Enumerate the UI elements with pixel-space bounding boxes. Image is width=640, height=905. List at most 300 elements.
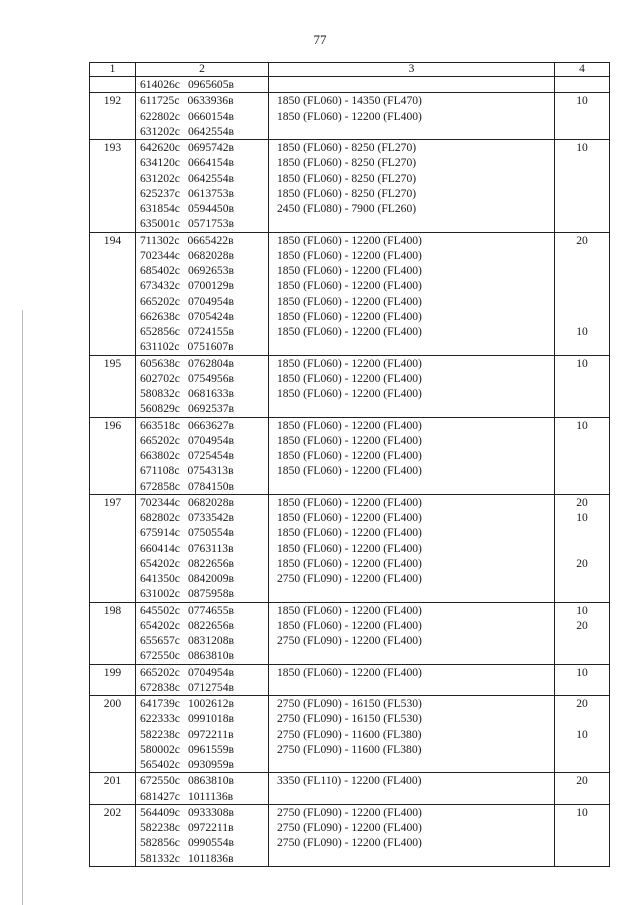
coordinate-line bbox=[136, 171, 268, 186]
coordinate-line bbox=[136, 216, 268, 231]
altitude-range: 1850 (FL060) - 12200 (FL400) bbox=[277, 541, 422, 555]
coordinates-cell bbox=[136, 355, 269, 417]
value bbox=[555, 680, 609, 695]
value: 10 bbox=[576, 141, 588, 154]
altitude-cell bbox=[269, 355, 555, 417]
latitude: 654202c bbox=[140, 556, 180, 570]
value: 10 bbox=[576, 325, 588, 338]
altitude-range: 1850 (FL060) - 12200 (FL400) bbox=[277, 433, 422, 447]
altitude-range: 1850 (FL060) - 12200 (FL400) bbox=[277, 464, 422, 478]
table-row bbox=[90, 494, 610, 602]
altitude-range: 1850 (FL060) - 8250 (FL270) bbox=[277, 171, 417, 185]
coordinate-line bbox=[136, 356, 268, 371]
latitude: 672550c bbox=[140, 649, 180, 663]
latitude: 635001c bbox=[140, 217, 180, 231]
coordinate-line bbox=[136, 324, 268, 339]
latitude: 702344c bbox=[140, 495, 180, 509]
coordinates-cell bbox=[136, 417, 269, 494]
altitude-range: 2750 (FL090) - 12200 (FL400) bbox=[277, 572, 422, 585]
longitude: 0754313в bbox=[187, 464, 234, 478]
coordinate-line bbox=[136, 586, 268, 601]
coordinates-cell bbox=[136, 696, 269, 773]
row-number: 194 bbox=[90, 232, 136, 355]
longitude: 0831208в bbox=[187, 634, 234, 647]
longitude: 0665422в bbox=[187, 233, 234, 247]
coordinates-cell bbox=[136, 602, 269, 664]
coordinate-line bbox=[136, 278, 268, 293]
coordinates-cell bbox=[136, 773, 269, 805]
latitude: 581332c bbox=[140, 851, 180, 865]
altitude-range: 2450 (FL080) - 7900 (FL260) bbox=[277, 202, 417, 215]
longitude: 0930959в bbox=[187, 758, 234, 771]
coordinate-line bbox=[136, 124, 268, 139]
coordinates-cell bbox=[136, 232, 269, 355]
value: 20 bbox=[576, 233, 588, 247]
altitude-range: 2750 (FL090) - 11600 (FL380) bbox=[277, 727, 422, 741]
coordinate-line bbox=[136, 140, 268, 155]
latitude: 631102c bbox=[140, 340, 180, 354]
altitude-cell bbox=[269, 804, 555, 866]
altitude-range bbox=[269, 851, 554, 866]
longitude: 0972211в bbox=[187, 821, 234, 834]
altitude-range: 1850 (FL060) - 12200 (FL400) bbox=[277, 418, 422, 432]
longitude: 0594450в bbox=[187, 202, 234, 215]
longitude: 0733542в bbox=[187, 511, 234, 524]
altitude-range: 1850 (FL060) - 12200 (FL400) bbox=[277, 511, 422, 524]
coordinate-line bbox=[136, 773, 268, 788]
value bbox=[555, 541, 609, 556]
latitude: 625237c bbox=[140, 186, 180, 200]
coordinates-cell bbox=[136, 93, 269, 140]
latitude: 605638c bbox=[140, 356, 180, 370]
altitude-range: 1850 (FL060) - 12200 (FL400) bbox=[277, 618, 422, 632]
longitude: 0633936в bbox=[187, 94, 234, 108]
value bbox=[555, 309, 609, 324]
latitude: 565402c bbox=[140, 758, 180, 771]
altitude-range: 2750 (FL090) - 16150 (FL530) bbox=[277, 712, 422, 726]
longitude: 0822656в bbox=[187, 618, 234, 632]
value: 20 bbox=[576, 556, 588, 570]
longitude: 0774655в bbox=[187, 603, 234, 617]
latitude: 663802c bbox=[140, 449, 180, 462]
altitude-cell bbox=[269, 602, 555, 664]
longitude: 0700129в bbox=[187, 279, 234, 293]
value-cell bbox=[555, 232, 610, 355]
value bbox=[555, 648, 609, 663]
longitude: 0822656в bbox=[187, 556, 234, 570]
latitude: 580832c bbox=[140, 387, 180, 400]
longitude: 1002612в bbox=[187, 697, 234, 710]
altitude-cell bbox=[269, 494, 555, 602]
latitude: 631202c bbox=[140, 124, 180, 138]
longitude: 1011136в bbox=[187, 789, 234, 803]
row-number: 197 bbox=[90, 494, 136, 602]
latitude: 665202c bbox=[140, 294, 180, 308]
latitude: 660414c bbox=[140, 541, 180, 555]
value-cell bbox=[555, 140, 610, 233]
altitude-cell bbox=[269, 664, 555, 696]
value: 10 bbox=[576, 727, 588, 741]
altitude-range: 1850 (FL060) - 8250 (FL270) bbox=[277, 186, 417, 200]
altitude-range bbox=[269, 77, 554, 92]
coordinate-line bbox=[136, 294, 268, 309]
latitude: 654202c bbox=[140, 618, 180, 632]
value bbox=[555, 201, 609, 216]
altitude-range: 1850 (FL060) - 12200 (FL400) bbox=[277, 526, 422, 540]
row-number: 201 bbox=[90, 773, 136, 805]
latitude: 652856c bbox=[140, 325, 180, 338]
latitude: 622802c bbox=[140, 109, 180, 123]
coordinate-line bbox=[136, 463, 268, 478]
coordinate-line bbox=[136, 248, 268, 263]
header-col-2: 2 bbox=[136, 63, 269, 77]
row-number: 202 bbox=[90, 804, 136, 866]
latitude: 642620c bbox=[140, 141, 180, 154]
altitude-cell bbox=[269, 77, 555, 93]
altitude-range: 1850 (FL060) - 12200 (FL400) bbox=[277, 264, 422, 277]
altitude-range: 1850 (FL060) - 12200 (FL400) bbox=[277, 665, 422, 679]
coordinate-line bbox=[136, 495, 268, 510]
coordinate-line bbox=[136, 386, 268, 401]
row-number: 195 bbox=[90, 355, 136, 417]
altitude-range: 1850 (FL060) - 12200 (FL400) bbox=[277, 309, 422, 323]
latitude: 675914c bbox=[140, 526, 180, 540]
altitude-cell bbox=[269, 93, 555, 140]
coordinate-line bbox=[136, 556, 268, 571]
coordinate-line bbox=[136, 479, 268, 494]
coordinates-cell bbox=[136, 77, 269, 93]
longitude: 0990554в bbox=[187, 836, 234, 850]
altitude-range: 1850 (FL060) - 8250 (FL270) bbox=[277, 141, 417, 154]
latitude: 641739c bbox=[140, 697, 180, 710]
coordinate-line bbox=[136, 186, 268, 201]
coordinate-line bbox=[136, 510, 268, 525]
coordinate-line bbox=[136, 77, 268, 92]
latitude: 645502c bbox=[140, 603, 180, 617]
coordinate-line bbox=[136, 805, 268, 820]
value: 20 bbox=[576, 697, 588, 710]
table-row bbox=[90, 664, 610, 696]
value: 10 bbox=[576, 94, 588, 108]
latitude: 602702c bbox=[140, 371, 180, 385]
altitude-range: 1850 (FL060) - 12200 (FL400) bbox=[277, 356, 422, 370]
value bbox=[555, 586, 609, 601]
value bbox=[555, 386, 609, 401]
longitude: 0663627в bbox=[187, 418, 234, 432]
coordinate-line bbox=[136, 155, 268, 170]
scan-margin-line bbox=[22, 310, 23, 905]
table-row bbox=[90, 602, 610, 664]
airspace-table bbox=[89, 62, 610, 867]
longitude: 0613753в bbox=[187, 186, 234, 200]
altitude-range: 1850 (FL060) - 12200 (FL400) bbox=[277, 449, 422, 462]
latitude: 614026c bbox=[140, 78, 180, 91]
coordinate-line bbox=[136, 233, 268, 248]
table-row bbox=[90, 696, 610, 773]
coordinate-line bbox=[136, 757, 268, 772]
altitude-cell bbox=[269, 232, 555, 355]
longitude: 0571753в bbox=[187, 217, 234, 231]
coordinate-line bbox=[136, 571, 268, 586]
value bbox=[555, 248, 609, 263]
value: 20 bbox=[576, 495, 588, 509]
altitude-range bbox=[269, 648, 554, 663]
altitude-range: 1850 (FL060) - 12200 (FL400) bbox=[277, 387, 422, 400]
altitude-range: 2750 (FL090) - 11600 (FL380) bbox=[277, 742, 422, 756]
header-row bbox=[90, 63, 610, 77]
value bbox=[555, 479, 609, 494]
coordinate-line bbox=[136, 418, 268, 433]
row-number bbox=[90, 77, 136, 93]
altitude-range bbox=[269, 124, 554, 139]
longitude: 0724155в bbox=[187, 325, 234, 338]
altitude-range: 1850 (FL060) - 12200 (FL400) bbox=[277, 248, 422, 262]
table-row bbox=[90, 232, 610, 355]
latitude: 662638c bbox=[140, 309, 180, 323]
longitude: 0692653в bbox=[187, 264, 234, 277]
longitude: 0725454в bbox=[187, 449, 234, 462]
value-cell bbox=[555, 773, 610, 805]
coordinate-line bbox=[136, 835, 268, 850]
altitude-range bbox=[269, 479, 554, 494]
coordinates-cell bbox=[136, 664, 269, 696]
longitude: 0704954в bbox=[187, 433, 234, 447]
altitude-range: 2750 (FL090) - 12200 (FL400) bbox=[277, 821, 422, 834]
latitude: 582856c bbox=[140, 836, 180, 850]
value-cell bbox=[555, 804, 610, 866]
longitude: 0863810в bbox=[187, 774, 234, 788]
coordinate-line bbox=[136, 371, 268, 386]
table-row bbox=[90, 140, 610, 233]
longitude: 0660154в bbox=[187, 109, 234, 123]
altitude-range: 3350 (FL110) - 12200 (FL400) bbox=[277, 774, 422, 788]
latitude: 634120c bbox=[140, 156, 180, 170]
latitude: 564409c bbox=[140, 805, 180, 819]
altitude-range: 2750 (FL090) - 12200 (FL400) bbox=[277, 634, 422, 647]
header-col-3: 3 bbox=[269, 63, 555, 77]
value bbox=[555, 371, 609, 386]
latitude: 702344c bbox=[140, 248, 180, 262]
longitude: 0704954в bbox=[187, 294, 234, 308]
header-col-1: 1 bbox=[90, 63, 136, 77]
row-number: 198 bbox=[90, 602, 136, 664]
coordinate-line bbox=[136, 109, 268, 124]
longitude: 0933308в bbox=[187, 805, 234, 819]
longitude: 0875958в bbox=[187, 587, 234, 601]
coordinate-line bbox=[136, 618, 268, 633]
coordinate-line bbox=[136, 665, 268, 680]
table-row bbox=[90, 355, 610, 417]
longitude: 0642554в bbox=[187, 171, 234, 185]
coordinates-cell bbox=[136, 494, 269, 602]
coordinate-line bbox=[136, 648, 268, 663]
value: 10 bbox=[576, 418, 588, 432]
value bbox=[555, 742, 609, 757]
longitude: 0642554в bbox=[187, 124, 234, 138]
altitude-cell bbox=[269, 417, 555, 494]
altitude-range: 1850 (FL060) - 12200 (FL400) bbox=[277, 294, 422, 308]
table-row bbox=[90, 93, 610, 140]
value-cell bbox=[555, 696, 610, 773]
altitude-range bbox=[269, 216, 554, 231]
row-number: 193 bbox=[90, 140, 136, 233]
altitude-cell bbox=[269, 140, 555, 233]
row-number: 199 bbox=[90, 664, 136, 696]
altitude-range: 1850 (FL060) - 12200 (FL400) bbox=[277, 279, 422, 293]
longitude: 0682028в bbox=[187, 248, 234, 262]
row-number: 196 bbox=[90, 417, 136, 494]
latitude: 682802c bbox=[140, 511, 180, 524]
value bbox=[555, 463, 609, 478]
altitude-range bbox=[269, 680, 554, 695]
value: 10 bbox=[576, 356, 588, 370]
latitude: 663518c bbox=[140, 418, 180, 432]
value-cell bbox=[555, 602, 610, 664]
coordinate-line bbox=[136, 93, 268, 108]
value bbox=[555, 820, 609, 835]
value bbox=[555, 401, 609, 416]
coordinates-cell bbox=[136, 804, 269, 866]
coordinate-line bbox=[136, 263, 268, 278]
value bbox=[555, 155, 609, 170]
coordinate-line bbox=[136, 201, 268, 216]
altitude-range: 1850 (FL060) - 12200 (FL400) bbox=[277, 233, 422, 247]
coordinate-line bbox=[136, 696, 268, 711]
value bbox=[555, 216, 609, 231]
value bbox=[555, 525, 609, 540]
value: 10 bbox=[576, 665, 588, 679]
altitude-range: 2750 (FL090) - 12200 (FL400) bbox=[277, 805, 422, 819]
coordinate-line bbox=[136, 633, 268, 648]
value bbox=[555, 124, 609, 139]
longitude: 0842009в bbox=[187, 572, 234, 585]
coordinate-line bbox=[136, 339, 268, 354]
latitude: 665202c bbox=[140, 665, 180, 679]
coordinate-line bbox=[136, 851, 268, 866]
latitude: 582238c bbox=[140, 727, 180, 741]
coordinate-line bbox=[136, 742, 268, 757]
altitude-range: 1850 (FL060) - 8250 (FL270) bbox=[277, 156, 417, 170]
longitude: 0754956в bbox=[187, 371, 234, 385]
longitude: 0863810в bbox=[187, 649, 234, 663]
coordinate-line bbox=[136, 820, 268, 835]
longitude: 0695742в bbox=[187, 141, 234, 154]
value bbox=[555, 263, 609, 278]
value bbox=[555, 448, 609, 463]
value bbox=[555, 109, 609, 124]
value-cell bbox=[555, 417, 610, 494]
longitude: 0681633в bbox=[187, 387, 234, 400]
longitude: 0972211в bbox=[187, 727, 234, 741]
value bbox=[555, 171, 609, 186]
value bbox=[555, 633, 609, 648]
value bbox=[555, 339, 609, 354]
altitude-range: 1850 (FL060) - 12200 (FL400) bbox=[277, 325, 422, 338]
value: 10 bbox=[576, 511, 588, 524]
longitude: 0784150в bbox=[187, 479, 234, 493]
page-number: 77 bbox=[313, 32, 327, 47]
latitude: 681427c bbox=[140, 789, 180, 803]
table-row bbox=[90, 77, 610, 93]
altitude-range bbox=[269, 757, 554, 772]
latitude: 673432c bbox=[140, 279, 180, 293]
value bbox=[555, 711, 609, 726]
altitude-range bbox=[269, 789, 554, 804]
table-row bbox=[90, 773, 610, 805]
altitude-range: 1850 (FL060) - 12200 (FL400) bbox=[277, 109, 422, 123]
latitude: 671108c bbox=[140, 464, 180, 478]
latitude: 672550c bbox=[140, 774, 180, 788]
value-cell bbox=[555, 77, 610, 93]
altitude-range: 1850 (FL060) - 12200 (FL400) bbox=[277, 495, 422, 509]
value bbox=[555, 433, 609, 448]
table-body bbox=[90, 77, 610, 867]
latitude: 655657c bbox=[140, 634, 180, 647]
coordinate-line bbox=[136, 680, 268, 695]
altitude-range: 2750 (FL090) - 12200 (FL400) bbox=[277, 836, 422, 850]
coordinate-line bbox=[136, 433, 268, 448]
latitude: 672838c bbox=[140, 680, 180, 694]
latitude: 665202c bbox=[140, 433, 180, 447]
coordinate-line bbox=[136, 727, 268, 742]
value bbox=[555, 571, 609, 586]
value-cell bbox=[555, 664, 610, 696]
latitude: 641350c bbox=[140, 572, 180, 585]
latitude: 711302c bbox=[140, 233, 180, 247]
table-row bbox=[90, 417, 610, 494]
latitude: 631202c bbox=[140, 171, 180, 185]
longitude: 0692537в bbox=[187, 402, 234, 416]
longitude: 0712754в bbox=[187, 680, 234, 694]
coordinate-line bbox=[136, 401, 268, 416]
table-row bbox=[90, 804, 610, 866]
value bbox=[555, 294, 609, 309]
latitude: 685402c bbox=[140, 264, 180, 277]
latitude: 622333c bbox=[140, 712, 180, 726]
altitude-range: 1850 (FL060) - 12200 (FL400) bbox=[277, 603, 422, 617]
coordinate-line bbox=[136, 448, 268, 463]
coordinate-line bbox=[136, 789, 268, 804]
latitude: 631854c bbox=[140, 202, 180, 215]
altitude-range bbox=[269, 339, 554, 354]
value bbox=[555, 278, 609, 293]
coordinate-line bbox=[136, 525, 268, 540]
value bbox=[555, 851, 609, 866]
longitude: 0751607в bbox=[187, 340, 234, 354]
value: 10 bbox=[576, 603, 588, 617]
longitude: 1011836в bbox=[187, 851, 234, 865]
longitude: 0961559в bbox=[187, 742, 234, 756]
longitude: 0664154в bbox=[187, 156, 234, 170]
coordinates-cell bbox=[136, 140, 269, 233]
coordinate-line bbox=[136, 603, 268, 618]
latitude: 560829c bbox=[140, 402, 180, 416]
latitude: 582238c bbox=[140, 821, 180, 834]
value bbox=[555, 77, 609, 92]
altitude-cell bbox=[269, 696, 555, 773]
coordinate-line bbox=[136, 711, 268, 726]
value bbox=[555, 835, 609, 850]
coordinate-line bbox=[136, 541, 268, 556]
latitude: 672858c bbox=[140, 479, 180, 493]
value: 10 bbox=[576, 805, 588, 819]
latitude: 631002c bbox=[140, 587, 180, 601]
longitude: 0750554в bbox=[187, 526, 234, 540]
value bbox=[555, 757, 609, 772]
longitude: 0682028в bbox=[187, 495, 234, 509]
row-number: 192 bbox=[90, 93, 136, 140]
longitude: 0762804в bbox=[187, 356, 234, 370]
